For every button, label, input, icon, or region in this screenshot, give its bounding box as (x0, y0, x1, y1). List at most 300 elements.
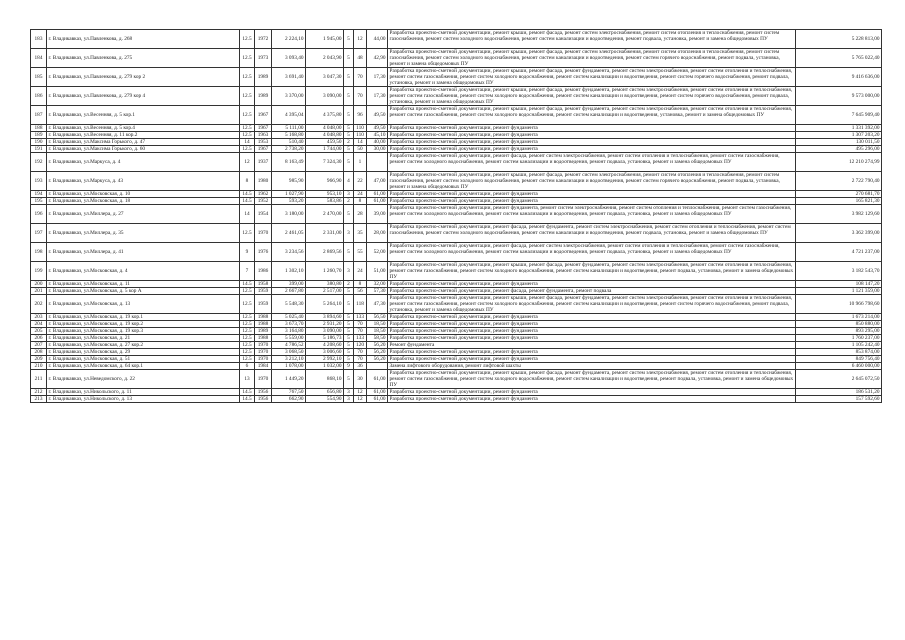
total-area-cell: 3 180,00 (272, 205, 306, 224)
floors-cell: 3 (344, 224, 354, 243)
works-cell: Разработка проектно-сметной документации, ремонт фундамента (388, 356, 796, 363)
cost-cell: 165 821,30 (796, 198, 882, 205)
wear-cell: 12.5 (240, 49, 255, 68)
percent-cell: 42,90 (367, 49, 388, 68)
table-row (31, 328, 882, 335)
cost-cell: 850 880,00 (796, 321, 882, 328)
floors-cell: 5 (344, 146, 354, 153)
row-number-cell: 200 (31, 281, 47, 288)
row-number-cell: 209 (31, 356, 47, 363)
percent-cell: 61,00 (367, 389, 388, 396)
works-cell: Разработка проектно-сметной документации, ремонт фундамента (388, 132, 796, 139)
row-number-cell: 206 (31, 335, 47, 342)
address-cell: г. Владикавказ, ул.Московская, д. 18 (47, 198, 240, 205)
floors-cell: 5 (344, 295, 354, 314)
floors-cell: 3 (344, 262, 354, 281)
wear-cell: 12.5 (240, 68, 255, 87)
apartments-cell: 56 (354, 288, 367, 295)
row-number-cell: 201 (31, 288, 47, 295)
works-cell: Разработка проектно-сметной документации, ремонт фундамента (388, 314, 796, 321)
wear-cell: 14 (240, 205, 255, 224)
total-area-cell: 985,90 (272, 172, 306, 191)
table-row (31, 281, 882, 288)
wear-cell: 14 (240, 139, 255, 146)
cost-cell: 3 182 543,70 (796, 262, 882, 281)
total-area-cell: 510,40 (272, 139, 306, 146)
apartments-cell: 8 (354, 198, 367, 205)
living-area-cell: 656,80 (306, 389, 344, 396)
cost-cell: 3 362 399,00 (796, 224, 882, 243)
apartments-cell: 70 (354, 349, 367, 356)
address-cell: г. Владикавказ, ул.Весенняя, д. 5 кор.1 (47, 106, 240, 125)
table-row (31, 191, 882, 198)
wear-cell: 12.5 (240, 224, 255, 243)
living-area-cell: 3 047,30 (306, 68, 344, 87)
percent-cell: 61,00 (367, 370, 388, 389)
apartments-cell: 110 (354, 125, 367, 132)
percent-cell: 49,50 (367, 106, 388, 125)
year-cell: 1954 (255, 205, 272, 224)
floors-cell: 5 (344, 349, 354, 356)
row-number-cell: 190 (31, 139, 47, 146)
floors-cell: 5 (344, 321, 354, 328)
apartments-cell: 120 (354, 342, 367, 349)
table-row (31, 243, 882, 262)
floors-cell: 2 (344, 139, 354, 146)
address-cell: г. Владикавказ, ул.Миллера, д. 27 (47, 205, 240, 224)
row-number-cell: 189 (31, 132, 47, 139)
wear-cell: 7 (240, 262, 255, 281)
year-cell: 1953 (255, 139, 272, 146)
table-row (31, 370, 882, 389)
table-row (31, 389, 882, 396)
apartments-cell: 22 (354, 172, 367, 191)
year-cell: 1967 (255, 125, 272, 132)
table-row (31, 146, 882, 153)
percent-cell: 17,30 (367, 87, 388, 106)
wear-cell: 14.5 (240, 198, 255, 205)
row-number-cell: 185 (31, 68, 47, 87)
living-area-cell: 1 032,00 (306, 363, 344, 370)
apartments-cell: 70 (354, 328, 367, 335)
total-area-cell: 3 691,40 (272, 68, 306, 87)
works-cell: Разработка проектно-сметной документации, ремонт фасада, ремонт фундамента, ремонт подвала (388, 288, 796, 295)
works-cell: Разработка проектно-сметной документации, ремонт крыши, ремонт фасада, ремонт фундамента, ремонт систем электроснабжения, ремонт систем отопления и теплоснабжения, ремонт систем газоснабжения, ремонт систем холодного водоснабжения, ремонт систем канализации и водоотведения, ремонт систем горячего водоснабжения, ремонт подвала, установка, ремонт и замена общедомовых ПУ (388, 87, 796, 106)
address-cell: г. Владикавказ, ул.Весенняя, д. 5 кор.4 (47, 125, 240, 132)
apartments-cell: 14 (354, 139, 367, 146)
year-cell: 1956 (255, 389, 272, 396)
living-area-cell: 2 869,56 (306, 243, 344, 262)
table-row (31, 356, 882, 363)
address-cell: г. Владикавказ, ул.Павленкова, д. 279 кор 4 (47, 87, 240, 106)
table-row (31, 335, 882, 342)
table-row (31, 87, 882, 106)
apartments-cell: 28 (354, 205, 367, 224)
wear-cell: 12.5 (240, 87, 255, 106)
address-cell: г. Владикавказ, ул.Максима Горького, д. 60 (47, 146, 240, 153)
works-cell: Разработка проектно-сметной документации, ремонт крыши, ремонт фасада, ремонт систем электроснабжения, ремонт систем отопления и теплоснабжения, ремонт систем газоснабжения, ремонт систем холодного водоснабжения, ремонт систем канализации и водоотведения, ремонт систем горячего водоснабжения, ремонт подвала, установка, ремонт и замена общедомовых ПУ (388, 172, 796, 191)
works-cell: Разработка проектно-сметной документации, ремонт фундамента (388, 321, 796, 328)
apartments-cell: 30 (354, 370, 367, 389)
table-row (31, 295, 882, 314)
wear-cell: 12.5 (240, 295, 255, 314)
address-cell: г. Владикавказ, ул.Московская, д. 27 кор.2 (47, 342, 240, 349)
wear-cell: 12.5 (240, 125, 255, 132)
cost-cell: 3 982 129,60 (796, 205, 882, 224)
works-cell: Разработка проектно-сметной документации, ремонт крыши, ремонт фасада, ремонт систем электроснабжения, ремонт систем отопления и теплоснабжения, ремонт систем газоснабжения, ремонт систем холодного водоснабжения, ремонт систем канализации и водоотведения, ремонт систем горячего водоснабжения, ремонт подвала, установка, ремонт и замена общедомовых ПУ (388, 49, 796, 68)
cost-cell: 9 416 636,00 (796, 68, 882, 87)
table-row (31, 363, 882, 370)
table-row (31, 30, 882, 49)
cost-cell: 1 121 359,00 (796, 288, 882, 295)
row-number-cell: 184 (31, 49, 47, 68)
row-number-cell: 198 (31, 243, 47, 262)
works-cell: Разработка проектно-сметной документации, ремонт крыши, ремонт фасада, ремонт фундамента, ремонт систем электроснабжения, ремонт систем отопления и теплоснабжения, ремонт систем газоснабжения, ремонт систем холодного водоснабжения, ремонт систем канализации и водоотведения, ремонт систем горячего водоснабжения, ремонт подвала, установка, ремонт и замена общедомовых ПУ (388, 68, 796, 87)
row-number-cell: 194 (31, 191, 47, 198)
apartments-cell: 24 (354, 262, 367, 281)
percent-cell: 58,50 (367, 335, 388, 342)
living-area-cell: 2 043,90 (306, 49, 344, 68)
percent-cell: 52,00 (367, 243, 388, 262)
percent-cell: 57,30 (367, 288, 388, 295)
table-row (31, 321, 882, 328)
percent-cell: 56,20 (367, 356, 388, 363)
table-row (31, 49, 882, 68)
housing-repair-program-table (30, 29, 882, 403)
address-cell: г. Владикавказ, ул.Московская, д. 51 (47, 356, 240, 363)
address-cell: г. Владикавказ, ул.Московская, д. 11 (47, 281, 240, 288)
living-area-cell: 5 264,10 (306, 295, 344, 314)
row-number-cell: 210 (31, 363, 47, 370)
living-area-cell: 966,90 (306, 172, 344, 191)
works-cell: Разработка проектно-сметной документации, ремонт крыши, ремонт фасада, ремонт фундамента, ремонт систем электроснабжения, ремонт систем отопления и теплоснабжения, ремонт систем газоснабжения, ремонт систем холодного водоснабжения, ремонт систем канализации и водоотведения, ремонт систем горячего водоснабжения, ремонт подвала, установка, ремонт и замена общедомовых ПУ (388, 295, 796, 314)
wear-cell: 12.5 (240, 321, 255, 328)
wear-cell: 12.5 (240, 342, 255, 349)
total-area-cell: 2 667,80 (272, 288, 306, 295)
total-area-cell: 5 168,80 (272, 132, 306, 139)
year-cell: 1984 (255, 363, 272, 370)
table-row (31, 132, 882, 139)
works-cell: Разработка проектно-сметной документации, ремонт фасада, ремонт фундамента, ремонт систем электроснабжения, ремонт систем отопления и теплоснабжения, ремонт систем газоснабжения, ремонт систем холодного водоснабжения, ремонт систем канализации и водоотведения, ремонт подвала, установка, ремонт и замена общедомовых ПУ (388, 224, 796, 243)
table-row (31, 342, 882, 349)
year-cell: 1937 (255, 153, 272, 172)
works-cell: Разработка проектно-сметной документации, ремонт фундамента (388, 125, 796, 132)
address-cell: г. Владикавказ, ул.Миллера, д. 41 (47, 243, 240, 262)
floors-cell: 2 (344, 198, 354, 205)
year-cell: 1973 (255, 49, 272, 68)
row-number-cell: 183 (31, 30, 47, 49)
row-number-cell: 193 (31, 172, 47, 191)
year-cell: 1988 (255, 321, 272, 328)
living-area-cell: 1 744,00 (306, 146, 344, 153)
address-cell: г. Владикавказ, ул.Маркуса, д. 43 (47, 172, 240, 191)
percent-cell: 39,00 (367, 205, 388, 224)
year-cell: 1986 (255, 262, 272, 281)
works-cell: Разработка проектно-сметной документации, ремонт крыши, ремонт фасада, ремонт фундамента, ремонт систем электроснабжения, ремонт систем отопления и теплоснабжения, ремонт систем газоснабжения, ремонт систем холодного водоснабжения, ремонт систем канализации и водоотведения, установка, ремонт и замена общедомовых ПУ (388, 106, 796, 125)
works-cell: Разработка проектно-сметной документации, ремонт фундамента (388, 146, 796, 153)
apartments-cell: 55 (354, 243, 367, 262)
percent-cell (367, 363, 388, 370)
total-area-cell: 3 093,40 (272, 49, 306, 68)
total-area-cell: 3 212,10 (272, 356, 306, 363)
total-area-cell: 3 673,70 (272, 321, 306, 328)
table-row (31, 153, 882, 172)
cost-cell: 5 228 813,00 (796, 30, 882, 49)
row-number-cell: 203 (31, 314, 47, 321)
cost-cell: 495 296,00 (796, 146, 882, 153)
table-row (31, 106, 882, 125)
total-area-cell: 5 559,00 (272, 335, 306, 342)
living-area-cell: 2 331,00 (306, 224, 344, 243)
percent-cell: 56,20 (367, 342, 388, 349)
address-cell: г. Владикавказ, ул.Никольского, д. 11 (47, 389, 240, 396)
wear-cell: 12.5 (240, 328, 255, 335)
cost-cell: 270 681,70 (796, 191, 882, 198)
floors-cell: 3 (344, 389, 354, 396)
year-cell: 1972 (255, 30, 272, 49)
apartments-cell: 50 (354, 146, 367, 153)
wear-cell: 8 (240, 172, 255, 191)
year-cell: 1962 (255, 191, 272, 198)
percent-cell: 28,00 (367, 224, 388, 243)
wear-cell: 12.5 (240, 132, 255, 139)
year-cell: 1970 (255, 342, 272, 349)
total-area-cell: 3 370,00 (272, 87, 306, 106)
address-cell: г. Владикавказ, ул.Московская, д. 5 кор А (47, 288, 240, 295)
works-cell: Разработка проектно-сметной документации, ремонт фундамента (388, 191, 796, 198)
address-cell: г. Владикавказ, ул.Весенняя, д. 11 кор.2 (47, 132, 240, 139)
floors-cell: 5 (344, 132, 354, 139)
wear-cell: 12.5 (240, 335, 255, 342)
wear-cell: 9 (240, 243, 255, 262)
address-cell: г. Владикавказ, ул.Павленкова, д. 275 (47, 49, 240, 68)
total-area-cell: 1 449,20 (272, 370, 306, 389)
percent-cell: 44,00 (367, 30, 388, 49)
percent-cell: 56,20 (367, 349, 388, 356)
table-row (31, 288, 882, 295)
floors-cell: 9 (344, 363, 354, 370)
percent-cell: 18,50 (367, 328, 388, 335)
table-row (31, 125, 882, 132)
cost-cell: 4 721 237,00 (796, 243, 882, 262)
apartments-cell: 1 (354, 153, 367, 172)
living-area-cell: 868,10 (306, 370, 344, 389)
cost-cell: 130 011,50 (796, 139, 882, 146)
cost-cell: 1 673 214,00 (796, 314, 882, 321)
cost-cell: 5 765 022,40 (796, 49, 882, 68)
wear-cell: 12.5 (240, 288, 255, 295)
percent-cell: 56,50 (367, 314, 388, 321)
apartments-cell: 12 (354, 389, 367, 396)
living-area-cell: 583,86 (306, 198, 344, 205)
floors-cell: 3 (344, 396, 354, 403)
table-row (31, 198, 882, 205)
works-cell: Разработка проектно-сметной документации, ремонт фундамента (388, 198, 796, 205)
address-cell: г. Владикавказ, ул.Московская, д. 19 кор.1 (47, 314, 240, 321)
year-cell: 1988 (255, 335, 272, 342)
total-area-cell: 662,90 (272, 396, 306, 403)
floors-cell: 4 (344, 172, 354, 191)
cost-cell: 893 295,00 (796, 328, 882, 335)
wear-cell: 12.5 (240, 146, 255, 153)
wear-cell: 14.5 (240, 281, 255, 288)
works-cell: Разработка проектно-сметной документации, ремонт крыши, ремонт фасада, ремонт фундамента, ремонт систем электроснабжения, ремонт систем отопления и теплоснабжения, ремонт систем газоснабжения, ремонт систем холодного водоснабжения, ремонт систем канализации и водоотведения, ремонт подвала, установка, ремонт и замена общедомовых ПУ (388, 262, 796, 281)
table-row (31, 349, 882, 356)
address-cell: г. Владикавказ, ул.Павленкова, д. 279 кор 2 (47, 68, 240, 87)
row-number-cell: 192 (31, 153, 47, 172)
row-number-cell: 191 (31, 146, 47, 153)
living-area-cell: 459,50 (306, 139, 344, 146)
living-area-cell: 2 470,00 (306, 205, 344, 224)
percent-cell: 51,00 (367, 262, 388, 281)
wear-cell: 12.5 (240, 30, 255, 49)
living-area-cell: 1 945,00 (306, 30, 344, 49)
year-cell: 1952 (255, 198, 272, 205)
year-cell: 1970 (255, 224, 272, 243)
wear-cell: 12.5 (240, 106, 255, 125)
total-area-cell: 5 111,00 (272, 125, 306, 132)
floors-cell: 5 (344, 87, 354, 106)
apartments-cell: 110 (354, 132, 367, 139)
wear-cell: 12.5 (240, 356, 255, 363)
address-cell: г. Владикавказ, ул.Московская, д. 29 (47, 349, 240, 356)
percent-cell: 61,00 (367, 198, 388, 205)
address-cell: г. Владикавказ, ул.Максима Горького, д. 47 (47, 139, 240, 146)
apartments-cell: 133 (354, 335, 367, 342)
year-cell: 1970 (255, 370, 272, 389)
percent-cell: 45,10 (367, 132, 388, 139)
address-cell: г. Владикавказ, ул.Павленкова, д. 268 (47, 30, 240, 49)
apartments-cell: 70 (354, 356, 367, 363)
year-cell: 1989 (255, 328, 272, 335)
cost-cell: 157 592,60 (796, 396, 882, 403)
apartments-cell: 70 (354, 87, 367, 106)
works-cell: Разработка проектно-сметной документации, ремонт фундамента (388, 281, 796, 288)
wear-cell: 14.5 (240, 191, 255, 198)
floors-cell: 5 (344, 328, 354, 335)
apartments-cell: 24 (354, 191, 367, 198)
works-cell: Ремонт фундамента (388, 342, 796, 349)
percent-cell: 18,50 (367, 321, 388, 328)
total-area-cell: 767,50 (272, 389, 306, 396)
table-row (31, 396, 882, 403)
table-row (31, 314, 882, 321)
year-cell: 1956 (255, 396, 272, 403)
total-area-cell: 3 068,50 (272, 349, 306, 356)
row-number-cell: 186 (31, 87, 47, 106)
apartments-cell: 70 (354, 321, 367, 328)
works-cell: Разработка проектно-сметной документации, ремонт фундамента (388, 335, 796, 342)
wear-cell: 14.5 (240, 396, 255, 403)
floors-cell: 5 (344, 30, 354, 49)
row-number-cell: 187 (31, 106, 47, 125)
floors-cell: 5 (344, 370, 354, 389)
total-area-cell: 1 027,90 (272, 191, 306, 198)
row-number-cell: 205 (31, 328, 47, 335)
address-cell: г. Владикавказ, ул.Никольского, д. 13 (47, 396, 240, 403)
works-cell: Разработка проектно-сметной документации, ремонт фундамента (388, 396, 796, 403)
percent-cell: 32,00 (367, 281, 388, 288)
living-area-cell: 2 517,00 (306, 288, 344, 295)
row-number-cell: 213 (31, 396, 47, 403)
year-cell: 1989 (255, 68, 272, 87)
living-area-cell: 4 375,80 (306, 106, 344, 125)
total-area-cell: 593,20 (272, 198, 306, 205)
living-area-cell: 7 324,30 (306, 153, 344, 172)
year-cell: 1970 (255, 349, 272, 356)
year-cell: 1988 (255, 314, 272, 321)
cost-cell: 2 645 072,50 (796, 370, 882, 389)
year-cell: 1959 (255, 295, 272, 314)
apartments-cell: 48 (354, 49, 367, 68)
address-cell: г. Владикавказ, ул.Московская, д. 13 (47, 295, 240, 314)
works-cell: Разработка проектно-сметной документации, ремонт фасада, ремонт систем электроснабжения, ремонт систем отопления и теплоснабжения, ремонт систем газоснабжения, ремонт систем холодного водоснабжения, ремонт систем канализации и водоотведения, ремонт подвала, установка, ремонт и замена общедомовых ПУ (388, 243, 796, 262)
year-cell: 1967 (255, 146, 272, 153)
cost-cell: 12 210 274,99 (796, 153, 882, 172)
living-area-cell: 3 090,00 (306, 328, 344, 335)
year-cell: 1963 (255, 132, 272, 139)
floors-cell: 5 (344, 356, 354, 363)
floors-cell: 5 (344, 205, 354, 224)
living-area-cell: 1 260,70 (306, 262, 344, 281)
cost-cell: 7 645 909,40 (796, 106, 882, 125)
total-area-cell: 4 786,52 (272, 342, 306, 349)
cost-cell: 108 147,20 (796, 281, 882, 288)
works-cell: Разработка проектно-сметной документации, ремонт крыши, ремонт фасада, ремонт систем электроснабжения, ремонт систем отопления и теплоснабжения, ремонт систем газоснабжения, ремонт систем холодного водоснабжения, ремонт систем канализации и водоотведения, ремонт подвала, установка, ремонт и замена общедомовых ПУ (388, 30, 796, 49)
wear-cell: 14.5 (240, 389, 255, 396)
table-row (31, 224, 882, 243)
wear-cell: 6 (240, 363, 255, 370)
living-area-cell: 5 186,73 (306, 335, 344, 342)
apartments-cell: 133 (354, 314, 367, 321)
address-cell: г. Владикавказ, ул.Неведомского, д. 22 (47, 370, 240, 389)
living-area-cell: 4 048,80 (306, 132, 344, 139)
percent-cell: 61,00 (367, 396, 388, 403)
cost-cell: 1 307 203,20 (796, 132, 882, 139)
works-cell: Разработка проектно-сметной документации, ремонт фасада, ремонт систем электроснабжения, ремонт систем отопления и теплоснабжения, ремонт систем газоснабжения, ремонт систем холодного водоснабжения, ремонт систем канализации и водоотведения, ремонт подвала, установка, ремонт и замена общедомовых ПУ (388, 153, 796, 172)
row-number-cell: 188 (31, 125, 47, 132)
percent-cell (367, 153, 388, 172)
total-area-cell: 8 163,49 (272, 153, 306, 172)
works-cell: Разработка проектно-сметной документации, ремонт фундамента (388, 328, 796, 335)
address-cell: г. Владикавказ, ул.Московская, д. 21 (47, 335, 240, 342)
apartments-cell: 118 (354, 295, 367, 314)
row-number-cell: 208 (31, 349, 47, 356)
row-number-cell: 199 (31, 262, 47, 281)
cost-cell: 6 460 000,00 (796, 363, 882, 370)
apartments-cell: 12 (354, 30, 367, 49)
year-cell: 1976 (255, 243, 272, 262)
apartments-cell: 70 (354, 68, 367, 87)
works-cell: Разработка проектно-сметной документации, ремонт фундамента, ремонт систем электроснабжения, ремонт систем отопления и теплоснабжения, ремонт систем газоснабжения, ремонт систем холодного водоснабжения, ремонт систем канализации и водоотведения, ремонт подвала, установка, ремонт и замена общедомовых ПУ (388, 205, 796, 224)
table-body (31, 30, 882, 403)
address-cell: г. Владикавказ, ул.Московская, д. 19 кор.3 (47, 328, 240, 335)
living-area-cell: 2 931,20 (306, 321, 344, 328)
address-cell: г. Владикавказ, ул.Миллера, д. 35 (47, 224, 240, 243)
works-cell: Разработка проектно-сметной документации, ремонт крыши, ремонт фасада, ремонт фундамента, ремонт систем электроснабжения, ремонт систем отопления и теплоснабжения, ремонт систем газоснабжения, ремонт систем холодного водоснабжения, ремонт систем канализации и водоотведения, ремонт подвала, установка, ремонт и замена общедомовых ПУ (388, 370, 796, 389)
floors-cell: 5 (344, 49, 354, 68)
floors-cell: 5 (344, 153, 354, 172)
total-area-cell: 2 738,20 (272, 146, 306, 153)
percent-cell: 40,00 (367, 139, 388, 146)
address-cell: г. Владикавказ, ул.Московская, д. 64 кор.1 (47, 363, 240, 370)
total-area-cell: 5 025,40 (272, 314, 306, 321)
total-area-cell: 3 164,80 (272, 328, 306, 335)
percent-cell: 30,00 (367, 146, 388, 153)
cost-cell: 9 573 000,00 (796, 87, 882, 106)
floors-cell: 5 (344, 342, 354, 349)
row-number-cell: 196 (31, 205, 47, 224)
